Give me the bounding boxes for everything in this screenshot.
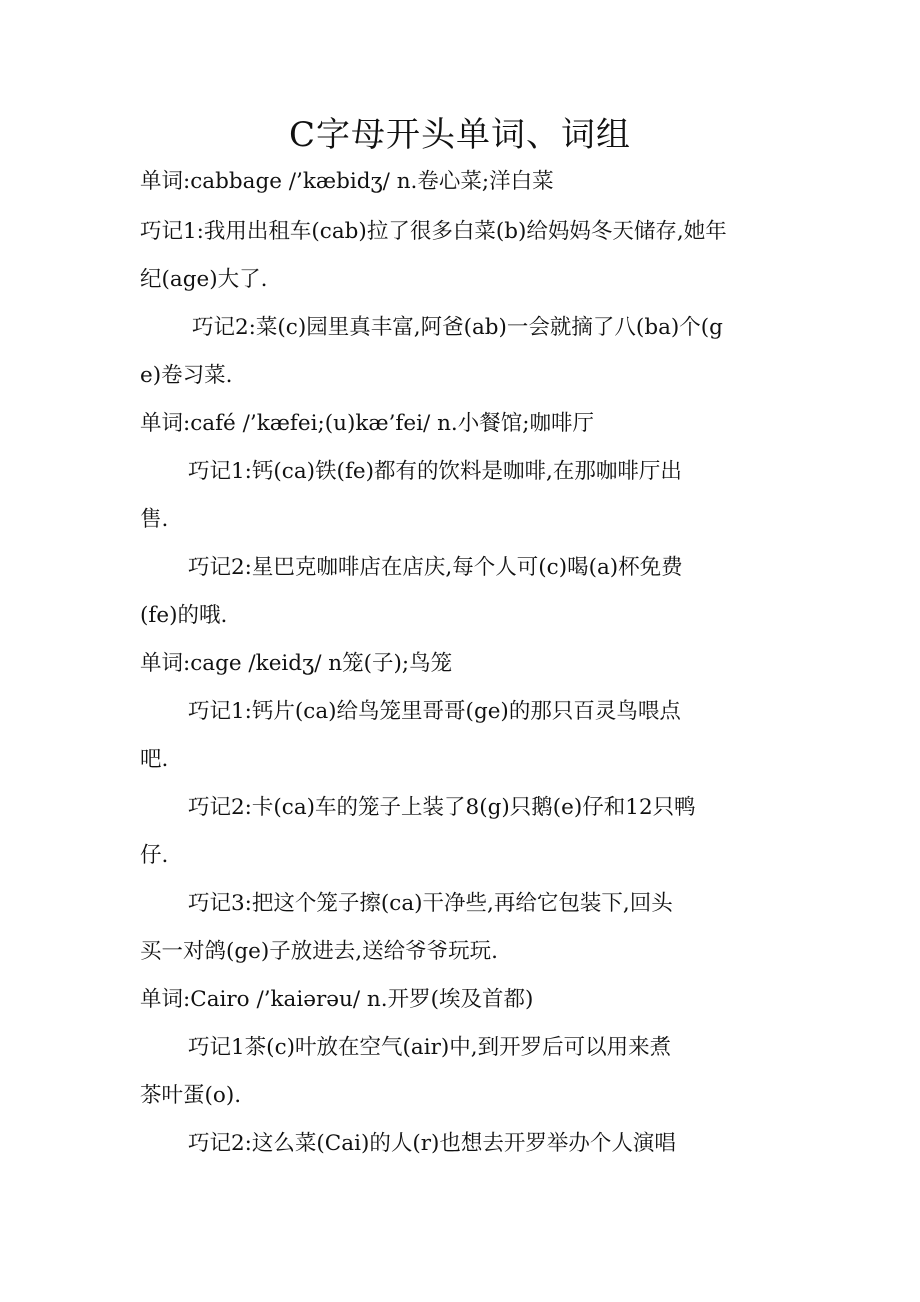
mnemonic-line: 售.: [140, 507, 169, 532]
word-entry-cafe: 单词:café /’kæfei;(u)kæ’fei/ n.小餐馆;咖啡厅: [140, 411, 594, 436]
mnemonic-line: 巧记2:这么菜(Cai)的人(r)也想去开罗举办个人演唱: [188, 1131, 676, 1156]
mnemonic-line: 巧记1:我用出租车(cab)拉了很多白菜(b)给妈妈冬天储存,她年: [140, 219, 727, 244]
mnemonic-line: 茶叶蛋(o).: [140, 1083, 242, 1108]
mnemonic-line: 巧记1茶(c)叶放在空气(air)中,到开罗后可以用来煮: [188, 1035, 672, 1060]
mnemonic-line: (fe)的哦.: [140, 603, 228, 628]
mnemonic-line: 巧记1:钙片(ca)给鸟笼里哥哥(ge)的那只百灵鸟喂点: [188, 699, 681, 724]
mnemonic-line: e)卷习菜.: [140, 363, 233, 388]
mnemonic-line: 巧记2:卡(ca)车的笼子上装了8(g)只鹅(e)仔和12只鸭: [188, 795, 696, 820]
mnemonic-line: 买一对鸽(ge)子放进去,送给爷爷玩玩.: [140, 939, 498, 964]
word-entry-cabbage: 单词:cabbage /’kæbidʒ/ n.卷心菜;洋白菜: [140, 169, 554, 194]
mnemonic-line: 吧.: [140, 747, 169, 772]
mnemonic-line: 仔.: [140, 843, 169, 868]
word-entry-cairo: 单词:Cairo /’kaiərəu/ n.开罗(埃及首都): [140, 987, 534, 1012]
mnemonic-line: 纪(age)大了.: [140, 267, 268, 292]
mnemonic-line: 巧记2:星巴克咖啡店在店庆,每个人可(c)喝(a)杯免费: [188, 555, 683, 580]
mnemonic-line: 巧记2:菜(c)园里真丰富,阿爸(ab)一会就摘了八(ba)个(g: [192, 315, 723, 340]
document-title: C字母开头单词、词组: [288, 115, 631, 155]
mnemonic-line: 巧记3:把这个笼子擦(ca)干净些,再给它包装下,回头: [188, 891, 673, 916]
mnemonic-line: 巧记1:钙(ca)铁(fe)都有的饮料是咖啡,在那咖啡厅出: [188, 459, 682, 484]
word-entry-cage: 单词:cage /keidʒ/ n笼(子);鸟笼: [140, 651, 453, 676]
